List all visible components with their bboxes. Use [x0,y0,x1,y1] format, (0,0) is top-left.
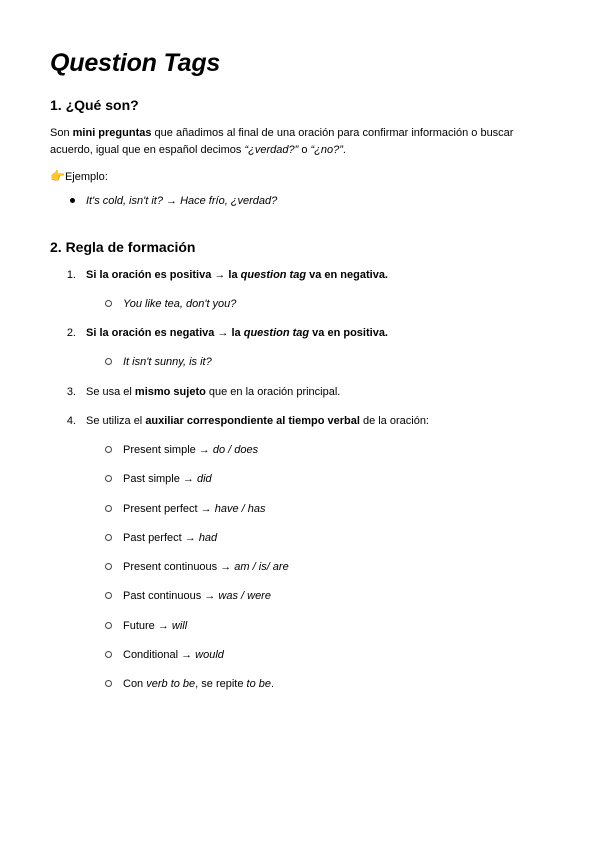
bold-text: va en negativa. [306,269,388,281]
rule-item-4 [86,413,429,430]
verb-to-be-item [123,676,274,693]
auxiliary: would [195,649,224,661]
text: acuerdo, igual que en español decimos [50,143,245,156]
rule-item-3 [86,384,340,401]
rule-example-2 [123,354,212,371]
auxiliary: do / does [212,444,259,456]
bold-text: Si la oración es negativa → la [86,327,244,339]
text: que en la oración principal. [205,386,341,398]
bold-text: va en positiva. [309,327,388,339]
list-number: 3. [66,386,76,398]
bullet-circle [105,622,112,629]
text: Con [123,678,147,690]
text: de la oración: [359,415,429,427]
bold-text: mini preguntas [72,127,152,139]
rule-item-1 [86,267,388,284]
tense-label: Present continuous → [123,561,235,573]
tense-label: Conditional → [123,649,196,661]
tense-item [123,471,212,488]
tense-item [123,647,224,664]
auxiliary: was / were [218,590,271,602]
pointing-hand-icon: 👉 [50,169,65,183]
tense-item [123,530,217,547]
rule-item-2 [86,325,388,342]
bullet-circle [105,680,112,687]
bold-text: mismo sujeto [134,386,206,398]
auxiliary: had [198,532,218,544]
bullet-circle [105,651,112,658]
bold-italic-text: question tag [243,327,310,339]
italic-text: verb to be [146,678,196,690]
text: o [298,143,311,156]
bullet-circle [105,300,112,307]
definition-paragraph [50,125,540,158]
bullet-dot [70,198,75,203]
text: . [271,678,275,690]
list-number: 1. [66,269,76,281]
tense-item [123,559,289,576]
auxiliary: did [196,473,212,485]
text: Son [50,127,73,139]
bullet-circle [105,358,112,365]
tense-label: Present perfect → [123,503,215,515]
italic-text: to be [246,678,271,690]
italic-text: “¿verdad?” [244,143,299,156]
tense-label: Past continuous → [123,590,219,602]
bullet-circle [105,446,112,453]
tense-label: Past perfect → [123,532,199,544]
tense-item [123,501,265,518]
bold-text: auxiliar correspondiente al tiempo verbal [145,415,360,427]
italic-text: “¿no?” [310,143,343,156]
tense-label: Future → [123,620,172,632]
bullet-circle [105,563,112,570]
auxiliary: will [171,620,188,632]
bullet-circle [105,534,112,541]
list-number: 2. [66,327,76,339]
text: , se repite [195,678,247,690]
text: Se utiliza el [86,415,146,427]
italic-text: It's cold, isn't it? → Hace frío, ¿verdad? [86,195,278,207]
bullet-circle [105,592,112,599]
text: . [342,143,346,156]
example-label [50,167,540,186]
page-title: Question Tags [50,49,221,77]
text: Se usa el [86,386,135,398]
auxiliary: am / is/ are [234,561,289,573]
text: que añadimos al final de una oración para confirmar información o buscar [151,127,514,139]
bullet-circle [105,505,112,512]
tense-label: Past simple → [123,473,197,485]
list-number: 4. [66,415,76,427]
bold-text: Si la oración es positiva → la [86,269,241,281]
italic-text: You like tea, don't you? [123,298,237,310]
example-item [86,193,277,210]
tense-label: Present simple → [123,444,213,456]
auxiliary: have / has [214,503,266,515]
bold-italic-text: question tag [240,269,307,281]
text: Ejemplo: [64,171,108,183]
tense-item [123,618,187,635]
section-heading-regla: 2. Regla de formación [50,239,196,255]
tense-item [123,442,258,459]
section-heading-que-son: 1. ¿Qué son? [50,97,139,113]
rule-example-1 [123,296,236,313]
tense-item [123,588,271,605]
italic-text: It isn't sunny, is it? [123,356,212,368]
bullet-circle [105,475,112,482]
